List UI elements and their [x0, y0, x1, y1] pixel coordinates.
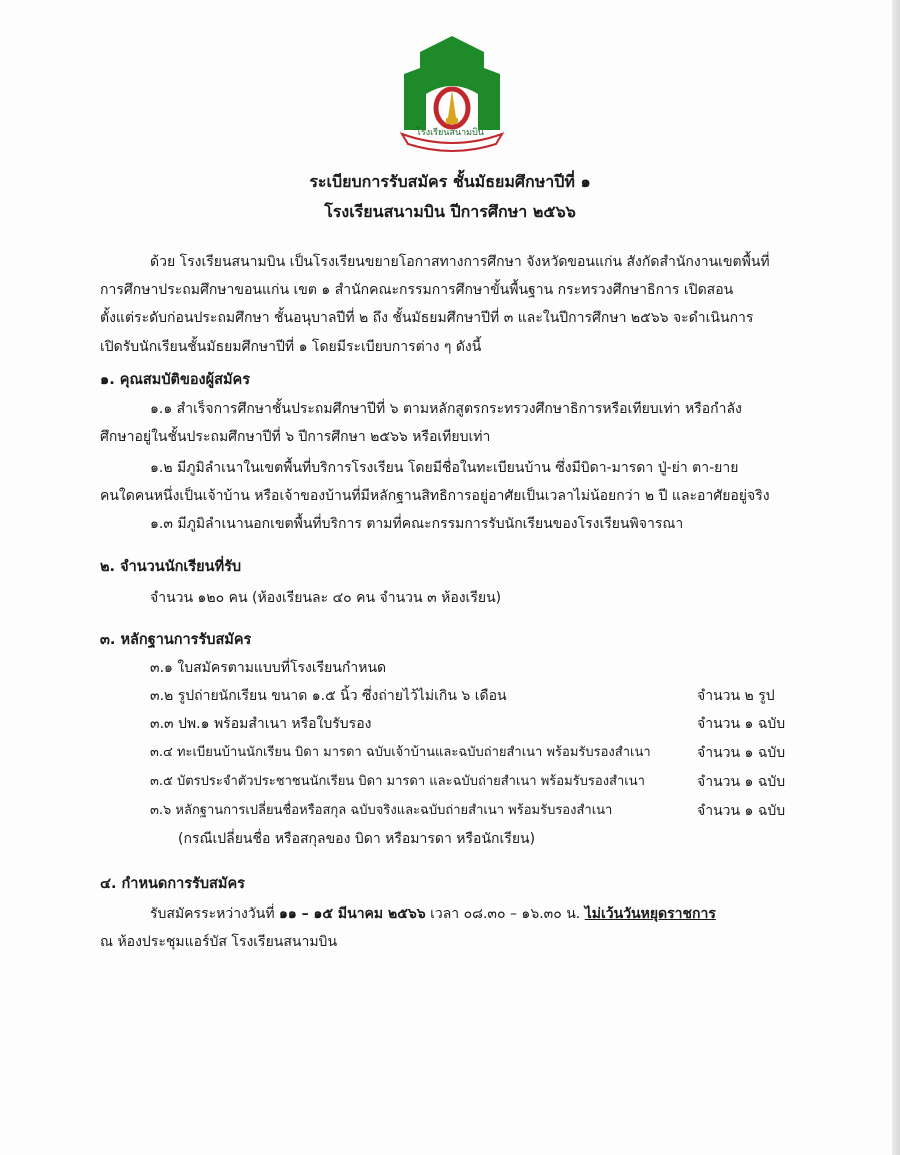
section-1-line: ศึกษาอยู่ในชั้นประถมศึกษาปีที่ ๖ ปีการศึกษา ๒๕๖๖ หรือเทียบเท่า — [100, 429, 491, 445]
section-1-heading: ๑. คุณสมบัติของผู้สมัคร — [100, 372, 251, 388]
title-line-1: ระเบียบการรับสมัคร ชั้นมัธยมศึกษาปีที่ ๑ — [309, 172, 591, 191]
evidence-note: (กรณีเปลี่ยนชื่อ หรือสกุลของ บิดา หรือมารดา หรือนักเรียน) — [178, 831, 536, 847]
schedule-prefix: รับสมัครระหว่างวันที่ — [150, 906, 275, 922]
section-1-line: ๑.๒ มีภูมิลำเนาในเขตพื้นที่บริการโรงเรียน โดยมีชื่อในทะเบียนบ้าน ซึ่งมีบิดา-มารดา ปู่-ย่า ตา-ยาย — [150, 460, 739, 476]
evidence-quantity: จำนวน ๒ รูป — [697, 688, 775, 704]
evidence-item: ๓.๑ ใบสมัครตามแบบที่โรงเรียนกำหนด — [150, 660, 387, 676]
evidence-item: ๓.๓ ปพ.๑ พร้อมสำเนา หรือใบรับรอง — [150, 716, 372, 732]
intro-line: ตั้งแต่ระดับก่อนประถมศึกษา ชั้นอนุบาลปีที่ ๒ ถึง ชั้นมัธยมศึกษาปีที่ ๓ และในปีการศึกษา ๒๕๖๖ จะดำเนินการ — [100, 310, 754, 326]
evidence-quantity: จำนวน ๑ ฉบับ — [697, 745, 786, 761]
evidence-item: ๓.๕ บัตรประจำตัวประชาชนนักเรียน บิดา มารดา และฉบับถ่ายสำเนา พร้อมรับรองสำเนา — [150, 774, 645, 789]
evidence-item: ๓.๒ รูปถ่ายนักเรียน ขนาด ๑.๕ นิ้ว ซึ่งถ่ายไว้ไม่เกิน ๖ เดือน — [150, 688, 507, 704]
section-2-text: จำนวน ๑๒๐ คน (ห้องเรียนละ ๔๐ คน จำนวน ๓ ห้องเรียน) — [150, 590, 502, 606]
section-4-heading: ๔. กำหนดการรับสมัคร — [100, 876, 245, 892]
intro-line: เปิดรับนักเรียนชั้นมัธยมศึกษาปีที่ ๑ โดยมีระเบียบการต่าง ๆ ดังนี้ — [100, 339, 482, 355]
section-1-line: ๑.๑ สำเร็จการศึกษาชั้นประถมศึกษาปีที่ ๖ ตามหลักสูตรกระทรวงศึกษาธิการหรือเทียบเท่า หรือกำลัง — [150, 401, 742, 417]
section-1-line: คนใดคนหนึ่งเป็นเจ้าบ้าน หรือเจ้าของบ้านที่มีหลักฐานสิทธิการอยู่อาศัยเป็นเวลาไม่น้อยกว่า ๒ ปี และอาศัยอยู่จริง — [100, 488, 770, 504]
schedule-time: เวลา ๐๘.๓๐ – ๑๖.๓๐ น. — [430, 906, 581, 922]
logo-banner-text: โรงเรียนสนามบิน — [416, 128, 484, 138]
evidence-quantity: จำนวน ๑ ฉบับ — [697, 716, 786, 732]
intro-line: การศึกษาประถมศึกษาขอนแก่น เขต ๑ สำนักคณะกรรมการศึกษาขั้นพื้นฐาน กระทรวงศึกษาธิการ เปิดสอน — [100, 282, 734, 298]
evidence-quantity: จำนวน ๑ ฉบับ — [697, 803, 786, 819]
schedule-dates: ๑๑ – ๑๕ มีนาคม ๒๕๖๖ — [279, 906, 426, 922]
evidence-item: ๓.๖ หลักฐานการเปลี่ยนชื่อหรือสกุล ฉบับจริงและฉบับถ่ายสำเนา พร้อมรับรองสำเนา — [150, 803, 613, 818]
section-2-heading: ๒. จำนวนนักเรียนที่รับ — [100, 559, 242, 575]
evidence-quantity: จำนวน ๑ ฉบับ — [697, 774, 786, 790]
intro-line: ด้วย โรงเรียนสนามบิน เป็นโรงเรียนขยายโอกาสทางการศึกษา จังหวัดขอนแก่น สังกัดสำนักงานเขตพื้นที่ — [150, 254, 770, 270]
section-1-line: ๑.๓ มีภูมิลำเนานอกเขตพื้นที่บริการ ตามที่คณะกรรมการรับนักเรียนของโรงเรียนพิจารณา — [150, 516, 684, 532]
section-3-heading: ๓. หลักฐานการรับสมัคร — [100, 632, 252, 648]
evidence-item: ๓.๔ ทะเบียนบ้านนักเรียน บิดา มารดา ฉบับเจ้าบ้านและฉบับถ่ายสำเนา พร้อมรับรองสำเนา — [150, 745, 651, 760]
schedule-place: ณ ห้องประชุมแอร์บัส โรงเรียนสนามบิน — [100, 934, 338, 950]
schedule-holiday-note: ไม่เว้นวันหยุดราชการ — [584, 906, 716, 922]
title-line-2: โรงเรียนสนามบิน ปีการศึกษา ๒๕๖๖ — [324, 202, 576, 221]
schedule-line — [150, 904, 716, 924]
